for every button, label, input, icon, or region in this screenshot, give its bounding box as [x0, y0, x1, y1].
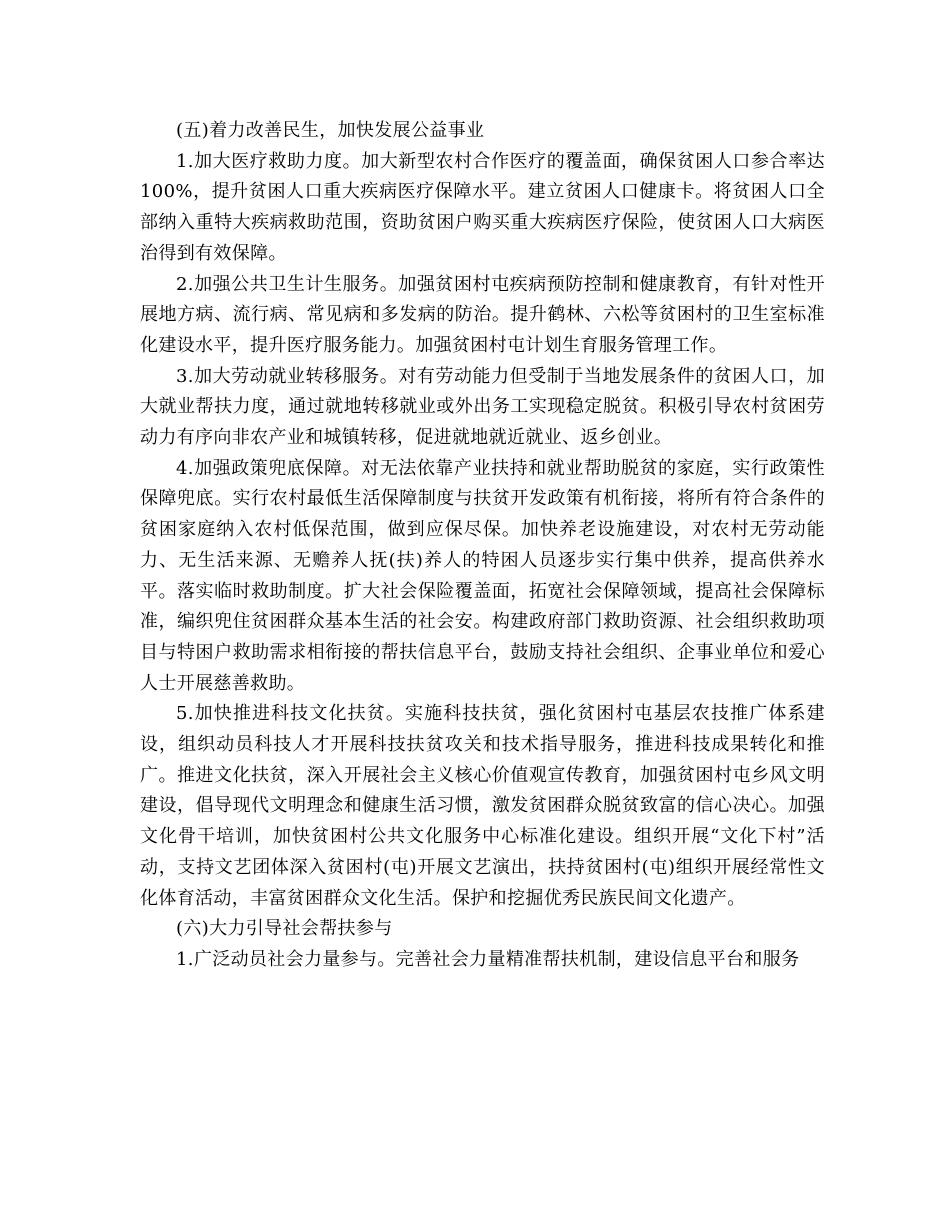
- section-heading-5: (五)着力改善民生，加快发展公益事业: [176, 120, 485, 141]
- paragraph-employment: 3.加大劳动就业转移服务。对有劳动能力但受制于当地发展条件的贫困人口，加大就业帮扶力度，通过就地转移就业或外出务工实现稳定脱贫。积极引导农村贫困劳动力有序向非农产业和城镇转移，促进就地就近就业、返乡创业。: [140, 365, 825, 449]
- document-body: [140, 116, 825, 976]
- paragraph-public-health: 2.加强公共卫生计生服务。加强贫困村屯疾病预防控制和健康教育，有针对性开展地方病、流行病、常见病和多发病的防治。提升鹤林、六松等贫困村的卫生室标准化建设水平，提升医疗服务能力。加强贫困村屯计划生育服务管理工作。: [140, 273, 825, 356]
- paragraph-policy-safety-net: 4.加强政策兜底保障。对无法依靠产业扶持和就业帮助脱贫的家庭，实行政策性保障兜底。实行农村最低生活保障制度与扶贫开发政策有机衔接，将所有符合条件的贫困家庭纳入农村低保范围，做到应保尽保。加快养老设施建设，对农村无劳动能力、无生活来源、无赡养人抚(扶)养人的特困人员逐步实行集中供养，提高供养水平。落实临时救助制度。扩大社会保险覆盖面，拓宽社会保障领域，提高社会保障标准，编织兜住贫困群众基本生活的社会安。构建政府部门救助资源、社会组织救助项目与特困户救助需求相衔接的帮扶信息平台，鼓励支持社会组织、企事业单位和爱心人士开展慈善救助。: [140, 457, 825, 694]
- paragraph-science-culture: 5.加快推进科技文化扶贫。实施科技扶贫，强化贫困村屯基层农技推广体系建设，组织动员科技人才开展科技扶贫攻关和技术指导服务，推进科技成果转化和推广。推进文化扶贫，深入开展社会主义核心价值观宣传教育，加强贫困村屯乡风文明建设，倡导现代文明理念和健康生活习惯，激发贫困群众脱贫致富的信心决心。加强文化骨干培训，加快贫困村公共文化服务中心标准化建设。组织开展“文化下村”活动，支持文艺团体深入贫困村(屯)开展文艺演出，扶持贫困村(屯)组织开展经常性文化体育活动，丰富贫困群众文化生活。保护和挖掘优秀民族民间文化遗产。: [140, 703, 825, 909]
- paragraph-social-forces: 1.广泛动员社会力量参与。完善社会力量精准帮扶机制，建设信息平台和服务: [176, 948, 800, 970]
- section-heading-6: (六)大力引导社会帮扶参与: [176, 918, 393, 940]
- paragraph-medical-aid: 1.加大医疗救助力度。加大新型农村合作医疗的覆盖面，确保贫困人口参合率达100%，提升贫困人口重大疾病医疗保障水平。建立贫困人口健康卡。将贫困人口全部纳入重特大疾病救助范围，资助贫困户购买重大疾病医疗保险，使贫困人口大病医治得到有效保障。: [140, 150, 825, 264]
